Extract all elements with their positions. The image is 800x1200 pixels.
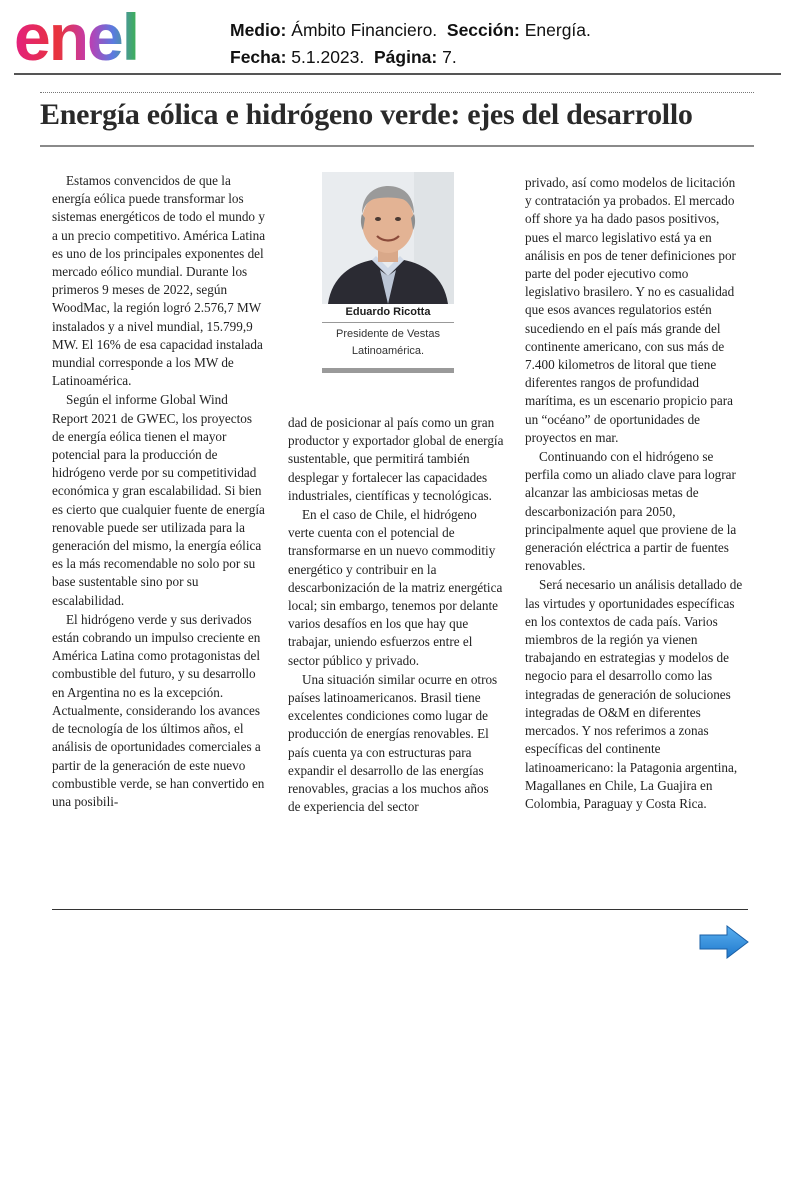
paragraph: dad de posicionar al país como un gran productor y exportador global de energía sustentable, que permitirá también desplegar y fortalecer las capacidades industriales, científicas y tecnológicas. bbox=[288, 415, 504, 503]
paragraph: Según el informe Global Wind Report 2021 de GWEC, los proyectos de energía eólica tienen el mayor potencial para la producción de hidrógeno verde por su competitividad económica y gran escalabilidad. Si bien es cierto que cualquier fuente de energía renovable puede ser utilizada para la generación del mismo, la energía eólica es la más recomendable no solo por su base sustentable sino por su escalabilidad. bbox=[52, 392, 265, 608]
arrow-right-icon[interactable] bbox=[699, 925, 749, 959]
date-page-info bbox=[230, 47, 457, 68]
article-column-2 bbox=[288, 414, 504, 817]
seccion-label: Sección: bbox=[446, 20, 520, 40]
paragraph: Estamos convencidos de que la energía eólica puede transformar los sistemas energéticos de todo el mundo y a un precio competitivo. América Latina es uno de los principales exponentes del mercado eólico mundial. Durante los primeros 9 meses de 2022, según WoodMac, la región logró 2.576,7 MW instalados y a nivel mundial, 15.799,9 MW. El 16% de esa capacidad instalada mundial corresponde a los MW de Latinoamérica. bbox=[52, 173, 266, 389]
fecha-value: 5.1.2023. bbox=[291, 47, 365, 67]
headline-divider bbox=[40, 145, 754, 147]
medio-label: Medio: bbox=[230, 20, 287, 40]
paragraph: En el caso de Chile, el hidrógeno verte cuenta con el potencial de transformarse en un nuevo commoditiy energético y contribuir en la descarbonización de la matriz energética local; sin embargo, tenemos por delante varios desafíos en los que hay que trabajar, uniendo esfuerzos entre el sector público y privado. bbox=[288, 507, 503, 668]
seccion-value: Energía. bbox=[524, 20, 591, 40]
paragraph: privado, así como modelos de licitación y contratación ya probados. El mercado off shore ya ha dado pasos positivos, pues el marco legislativo está ya en análisis en pos de tener definiciones por parte del poder ejecutivo como legislativo brasilero. Y no es casualidad que esos avances regulatorios estén sucediendo en el país más grande del continente americano, con sus más de 7.400 kilometros de litoral que tiene diferentes rangos de profundidad marítima, es un escenario propicio para un “océano” de oportunidades de proyectos en mar. bbox=[525, 175, 736, 445]
pagina-label: Página: bbox=[374, 47, 438, 67]
footer-divider bbox=[52, 909, 748, 910]
pagina-value: 7. bbox=[442, 47, 457, 67]
paragraph: Será necesario un análisis detallado de las virtudes y oportunidades específicas en los contextos de cada país. Varios miembros de la región ya vienen trabajando en estrategias y modelos de negocio para el desarrollo como las integradas de generación de soluciones integradas de O&M en diferentes mercados. Y nos referimos a zonas específicas del continente latinoamericano: la Patagonia argentina, Magallanes en Chile, La Guajira en Colombia, Paraguay y Costa Rica. bbox=[525, 577, 743, 811]
author-role-line: Presidente de Vestas bbox=[336, 328, 440, 340]
author-name: Eduardo Ricotta bbox=[345, 306, 431, 318]
dotted-divider bbox=[40, 92, 754, 93]
medio-value: Ámbito Financiero. bbox=[291, 20, 438, 40]
logo-text: enel bbox=[14, 4, 139, 70]
header-divider bbox=[14, 73, 781, 75]
enel-logo bbox=[14, 4, 184, 70]
article-column-3 bbox=[525, 174, 743, 814]
author-role-line: Latinoamérica. bbox=[351, 345, 425, 357]
article-headline: Energía eólica e hidrógeno verde: ejes del desarrollo bbox=[40, 98, 693, 131]
paragraph: Una situación similar ocurre en otros países latinoamericanos. Brasil tiene excelentes condiciones como lugar de producción de energías renovables. El país cuenta ya con estructuras para expandir el desarrollo de las energías renovables, gracias a los muchos años de experiencia del sector bbox=[288, 671, 498, 815]
author-box-bottom-bar bbox=[322, 368, 454, 373]
author-photo bbox=[322, 172, 454, 304]
paragraph: El hidrógeno verde y sus derivados están cobrando un impulso creciente en América Latina como protagonistas del combustible del futuro, y su desarrollo en Argentina no es la excepción. Actualmente, considerando los avances de tecnología de los últimos años, el análisis de oportunidades comerciales a partir de la generación de este nuevo combustible verde, se han convertido en una posibili- bbox=[52, 611, 265, 809]
author-divider bbox=[322, 322, 454, 323]
paragraph: Continuando con el hidrógeno se perfila como un aliado clave para lograr alcanzar las ambiciosas metas de descarbonización para 2050, principalmente aquel que proviene de la generación eléctrica a partir de fuentes renovables. bbox=[525, 449, 737, 574]
fecha-label: Fecha: bbox=[230, 47, 287, 67]
article-column-1 bbox=[52, 172, 267, 812]
author-box bbox=[322, 172, 454, 374]
author-role bbox=[322, 326, 454, 360]
publication-info bbox=[230, 20, 591, 41]
